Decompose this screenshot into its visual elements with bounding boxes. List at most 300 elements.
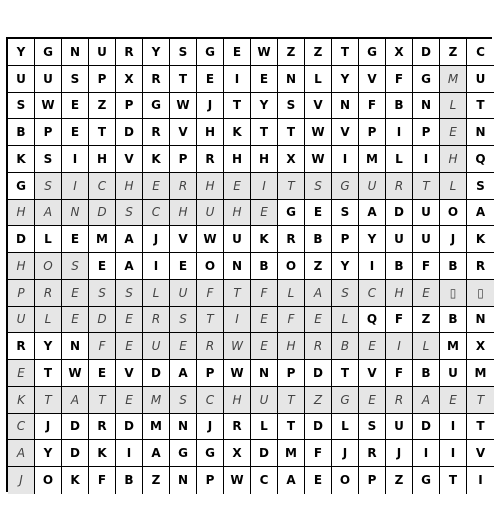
grid-cell[interactable]: N (251, 360, 278, 387)
grid-cell[interactable]: I (413, 146, 440, 173)
grid-cell[interactable]: N (332, 93, 359, 120)
grid-cell[interactable]: K (62, 467, 89, 494)
grid-cell[interactable]: M (440, 333, 467, 360)
grid-cell[interactable]: A (359, 200, 386, 227)
grid-cell[interactable]: A (8, 440, 35, 467)
grid-cell[interactable]: L (440, 93, 467, 120)
grid-cell[interactable]: E (62, 119, 89, 146)
grid-cell[interactable]: Z (305, 387, 332, 414)
grid-cell[interactable]: H (440, 146, 467, 173)
grid-cell[interactable]: E (440, 387, 467, 414)
grid-cell[interactable]: T (467, 414, 494, 441)
grid-cell[interactable]: O (35, 253, 62, 280)
grid-cell[interactable]: B (386, 93, 413, 120)
grid-cell[interactable]: B (305, 226, 332, 253)
grid-cell[interactable]: ▯ (440, 280, 467, 307)
grid-cell[interactable]: J (143, 226, 170, 253)
grid-cell[interactable]: K (251, 226, 278, 253)
grid-cell[interactable]: E (305, 307, 332, 334)
grid-cell[interactable]: J (8, 467, 35, 494)
grid-cell[interactable]: W (197, 226, 224, 253)
grid-cell[interactable]: W (251, 39, 278, 66)
grid-cell[interactable]: R (467, 253, 494, 280)
grid-cell[interactable]: R (386, 387, 413, 414)
grid-cell[interactable]: D (413, 414, 440, 441)
grid-cell[interactable]: P (35, 119, 62, 146)
grid-cell[interactable]: G (143, 93, 170, 120)
grid-cell[interactable]: V (467, 440, 494, 467)
grid-cell[interactable]: R (143, 66, 170, 93)
grid-cell[interactable]: M (143, 414, 170, 441)
grid-cell[interactable]: N (224, 253, 251, 280)
grid-cell[interactable]: C (359, 280, 386, 307)
grid-cell[interactable]: E (116, 387, 143, 414)
grid-cell[interactable]: G (413, 467, 440, 494)
grid-cell[interactable]: D (305, 414, 332, 441)
grid-cell[interactable]: T (278, 414, 305, 441)
grid-cell[interactable]: R (116, 39, 143, 66)
grid-cell[interactable]: O (197, 253, 224, 280)
grid-cell[interactable]: Y (332, 66, 359, 93)
grid-cell[interactable]: H (278, 333, 305, 360)
grid-cell[interactable]: N (170, 467, 197, 494)
grid-cell[interactable]: T (440, 467, 467, 494)
grid-cell[interactable]: V (359, 66, 386, 93)
grid-cell[interactable]: T (251, 119, 278, 146)
grid-cell[interactable]: O (278, 253, 305, 280)
grid-cell[interactable]: C (89, 173, 116, 200)
grid-cell[interactable]: D (8, 226, 35, 253)
grid-cell[interactable]: G (170, 440, 197, 467)
grid-cell[interactable]: G (197, 440, 224, 467)
grid-cell[interactable]: T (224, 93, 251, 120)
grid-cell[interactable]: R (89, 414, 116, 441)
grid-cell[interactable]: W (224, 360, 251, 387)
grid-cell[interactable]: L (305, 66, 332, 93)
grid-cell[interactable]: R (143, 119, 170, 146)
grid-cell[interactable]: H (170, 200, 197, 227)
grid-cell[interactable]: A (278, 467, 305, 494)
grid-cell[interactable]: N (278, 66, 305, 93)
grid-cell[interactable]: L (413, 333, 440, 360)
grid-cell[interactable]: T (224, 280, 251, 307)
grid-cell[interactable]: A (305, 280, 332, 307)
grid-cell[interactable]: F (386, 66, 413, 93)
grid-cell[interactable]: E (197, 66, 224, 93)
grid-cell[interactable]: S (116, 200, 143, 227)
grid-cell[interactable]: O (35, 467, 62, 494)
grid-cell[interactable]: E (89, 360, 116, 387)
grid-cell[interactable]: X (224, 440, 251, 467)
grid-cell[interactable]: G (35, 39, 62, 66)
grid-cell[interactable]: J (35, 414, 62, 441)
grid-cell[interactable]: F (89, 467, 116, 494)
grid-cell[interactable]: D (305, 360, 332, 387)
grid-cell[interactable]: Y (332, 253, 359, 280)
grid-cell[interactable]: E (170, 253, 197, 280)
grid-cell[interactable]: U (224, 226, 251, 253)
grid-cell[interactable]: F (278, 307, 305, 334)
grid-cell[interactable]: R (305, 333, 332, 360)
grid-cell[interactable]: I (116, 440, 143, 467)
grid-cell[interactable]: U (8, 66, 35, 93)
grid-cell[interactable]: N (467, 307, 494, 334)
grid-cell[interactable]: E (62, 226, 89, 253)
grid-cell[interactable]: B (440, 307, 467, 334)
grid-cell[interactable]: H (224, 146, 251, 173)
grid-cell[interactable]: M (467, 360, 494, 387)
grid-cell[interactable]: C (143, 200, 170, 227)
grid-cell[interactable]: H (251, 146, 278, 173)
grid-cell[interactable]: A (35, 200, 62, 227)
grid-cell[interactable]: D (386, 200, 413, 227)
grid-cell[interactable]: R (143, 307, 170, 334)
grid-cell[interactable]: P (332, 226, 359, 253)
grid-cell[interactable]: P (197, 360, 224, 387)
grid-cell[interactable]: L (332, 414, 359, 441)
grid-cell[interactable]: Y (35, 440, 62, 467)
grid-cell[interactable]: T (35, 387, 62, 414)
grid-cell[interactable]: S (62, 66, 89, 93)
grid-cell[interactable]: E (224, 39, 251, 66)
grid-cell[interactable]: E (62, 93, 89, 120)
grid-cell[interactable]: K (224, 119, 251, 146)
grid-cell[interactable]: T (467, 93, 494, 120)
grid-cell[interactable]: C (251, 467, 278, 494)
grid-cell[interactable]: U (386, 226, 413, 253)
grid-cell[interactable]: V (116, 146, 143, 173)
grid-cell[interactable]: T (413, 173, 440, 200)
grid-cell[interactable]: U (386, 414, 413, 441)
grid-cell[interactable]: N (170, 414, 197, 441)
grid-cell[interactable]: P (89, 66, 116, 93)
grid-cell[interactable]: E (359, 387, 386, 414)
grid-cell[interactable]: E (305, 467, 332, 494)
grid-cell[interactable]: X (278, 146, 305, 173)
grid-cell[interactable]: E (116, 307, 143, 334)
grid-cell[interactable]: E (251, 200, 278, 227)
grid-cell[interactable]: E (251, 333, 278, 360)
grid-cell[interactable]: K (143, 146, 170, 173)
grid-cell[interactable]: P (197, 467, 224, 494)
grid-cell[interactable]: J (440, 226, 467, 253)
grid-cell[interactable]: N (467, 119, 494, 146)
grid-cell[interactable]: S (116, 280, 143, 307)
grid-cell[interactable]: O (332, 467, 359, 494)
grid-cell[interactable]: S (170, 387, 197, 414)
grid-cell[interactable]: T (467, 387, 494, 414)
grid-cell[interactable]: R (35, 280, 62, 307)
grid-cell[interactable]: R (197, 333, 224, 360)
grid-cell[interactable]: S (305, 173, 332, 200)
grid-cell[interactable]: R (8, 333, 35, 360)
grid-cell[interactable]: L (35, 307, 62, 334)
grid-cell[interactable]: X (116, 66, 143, 93)
grid-cell[interactable]: M (89, 226, 116, 253)
grid-cell[interactable]: S (359, 414, 386, 441)
grid-cell[interactable]: I (467, 467, 494, 494)
grid-cell[interactable]: M (278, 440, 305, 467)
grid-cell[interactable]: Z (278, 39, 305, 66)
grid-cell[interactable]: D (116, 119, 143, 146)
grid-cell[interactable]: P (170, 146, 197, 173)
grid-cell[interactable]: K (467, 226, 494, 253)
grid-cell[interactable]: S (35, 173, 62, 200)
grid-cell[interactable]: S (89, 280, 116, 307)
grid-cell[interactable]: G (332, 387, 359, 414)
grid-cell[interactable]: I (413, 440, 440, 467)
grid-cell[interactable]: H (197, 173, 224, 200)
grid-cell[interactable]: G (359, 39, 386, 66)
grid-cell[interactable]: O (440, 200, 467, 227)
grid-cell[interactable]: Z (305, 253, 332, 280)
grid-cell[interactable]: T (278, 387, 305, 414)
grid-cell[interactable]: A (170, 360, 197, 387)
grid-cell[interactable]: A (467, 200, 494, 227)
grid-cell[interactable]: R (170, 173, 197, 200)
grid-cell[interactable]: F (251, 280, 278, 307)
grid-cell[interactable]: Q (359, 307, 386, 334)
grid-cell[interactable]: Z (143, 467, 170, 494)
grid-cell[interactable]: W (224, 467, 251, 494)
grid-cell[interactable]: H (89, 146, 116, 173)
grid-cell[interactable]: Y (35, 333, 62, 360)
grid-cell[interactable]: S (170, 39, 197, 66)
grid-cell[interactable]: U (413, 200, 440, 227)
grid-cell[interactable]: T (170, 66, 197, 93)
grid-cell[interactable]: I (251, 173, 278, 200)
grid-cell[interactable]: T (35, 360, 62, 387)
grid-cell[interactable]: E (143, 173, 170, 200)
grid-cell[interactable]: F (305, 440, 332, 467)
grid-cell[interactable]: V (332, 119, 359, 146)
grid-cell[interactable]: E (440, 119, 467, 146)
grid-cell[interactable]: D (413, 39, 440, 66)
grid-cell[interactable]: E (89, 253, 116, 280)
grid-cell[interactable]: B (8, 119, 35, 146)
grid-cell[interactable]: S (62, 253, 89, 280)
grid-cell[interactable]: U (440, 360, 467, 387)
grid-cell[interactable]: G (332, 173, 359, 200)
grid-cell[interactable]: M (440, 66, 467, 93)
grid-cell[interactable]: Z (440, 39, 467, 66)
grid-cell[interactable]: T (332, 360, 359, 387)
grid-cell[interactable]: E (8, 360, 35, 387)
grid-cell[interactable]: L (143, 280, 170, 307)
grid-cell[interactable]: I (386, 119, 413, 146)
grid-cell[interactable]: A (116, 253, 143, 280)
grid-cell[interactable]: Y (359, 226, 386, 253)
grid-cell[interactable]: U (170, 280, 197, 307)
grid-cell[interactable]: H (116, 173, 143, 200)
grid-cell[interactable]: W (170, 93, 197, 120)
grid-cell[interactable]: D (89, 307, 116, 334)
grid-cell[interactable]: S (278, 93, 305, 120)
grid-cell[interactable]: W (35, 93, 62, 120)
grid-cell[interactable]: C (8, 414, 35, 441)
grid-cell[interactable]: M (143, 387, 170, 414)
grid-cell[interactable]: V (305, 93, 332, 120)
grid-cell[interactable]: E (62, 307, 89, 334)
grid-cell[interactable]: L (35, 226, 62, 253)
grid-cell[interactable]: A (143, 440, 170, 467)
grid-cell[interactable]: B (386, 253, 413, 280)
grid-cell[interactable]: H (8, 253, 35, 280)
grid-cell[interactable]: F (89, 333, 116, 360)
grid-cell[interactable]: F (197, 280, 224, 307)
grid-cell[interactable]: S (467, 173, 494, 200)
grid-cell[interactable]: I (224, 307, 251, 334)
grid-cell[interactable]: A (62, 387, 89, 414)
grid-cell[interactable]: B (440, 253, 467, 280)
grid-cell[interactable]: Z (413, 307, 440, 334)
grid-cell[interactable]: I (440, 440, 467, 467)
grid-cell[interactable]: U (143, 333, 170, 360)
grid-cell[interactable]: P (8, 280, 35, 307)
grid-cell[interactable]: I (62, 146, 89, 173)
grid-cell[interactable]: D (89, 200, 116, 227)
grid-cell[interactable]: W (62, 360, 89, 387)
grid-cell[interactable]: S (332, 280, 359, 307)
grid-cell[interactable]: Y (143, 39, 170, 66)
grid-cell[interactable]: V (170, 226, 197, 253)
grid-cell[interactable]: L (278, 280, 305, 307)
grid-cell[interactable]: J (332, 440, 359, 467)
grid-cell[interactable]: U (197, 200, 224, 227)
grid-cell[interactable]: K (89, 440, 116, 467)
grid-cell[interactable]: X (386, 39, 413, 66)
grid-cell[interactable]: I (440, 414, 467, 441)
grid-cell[interactable]: I (332, 146, 359, 173)
grid-cell[interactable]: R (386, 173, 413, 200)
grid-cell[interactable]: X (467, 333, 494, 360)
grid-cell[interactable]: D (143, 360, 170, 387)
grid-cell[interactable]: A (116, 226, 143, 253)
grid-cell[interactable]: V (116, 360, 143, 387)
grid-cell[interactable]: T (278, 173, 305, 200)
grid-cell[interactable]: L (251, 414, 278, 441)
grid-cell[interactable]: T (89, 387, 116, 414)
grid-cell[interactable]: Y (8, 39, 35, 66)
grid-cell[interactable]: S (170, 307, 197, 334)
grid-cell[interactable]: E (62, 280, 89, 307)
grid-cell[interactable]: E (305, 200, 332, 227)
grid-cell[interactable]: U (8, 307, 35, 334)
grid-cell[interactable]: B (116, 467, 143, 494)
grid-cell[interactable]: I (62, 173, 89, 200)
grid-cell[interactable]: S (35, 146, 62, 173)
grid-cell[interactable]: U (251, 387, 278, 414)
grid-cell[interactable]: J (197, 414, 224, 441)
grid-cell[interactable]: T (278, 119, 305, 146)
grid-cell[interactable]: U (413, 226, 440, 253)
grid-cell[interactable]: R (278, 226, 305, 253)
grid-cell[interactable]: Q (467, 146, 494, 173)
grid-cell[interactable]: L (386, 146, 413, 173)
grid-cell[interactable]: C (467, 39, 494, 66)
grid-cell[interactable]: F (413, 253, 440, 280)
grid-cell[interactable]: W (305, 146, 332, 173)
grid-cell[interactable]: Z (305, 39, 332, 66)
grid-cell[interactable]: N (62, 200, 89, 227)
grid-cell[interactable]: E (251, 307, 278, 334)
grid-cell[interactable]: I (143, 253, 170, 280)
grid-cell[interactable]: C (197, 387, 224, 414)
grid-cell[interactable]: V (359, 360, 386, 387)
grid-cell[interactable]: E (170, 333, 197, 360)
grid-cell[interactable]: G (8, 173, 35, 200)
grid-cell[interactable]: B (251, 253, 278, 280)
grid-cell[interactable]: N (62, 39, 89, 66)
grid-cell[interactable]: R (224, 414, 251, 441)
grid-cell[interactable]: R (197, 146, 224, 173)
grid-cell[interactable]: J (386, 440, 413, 467)
grid-cell[interactable]: B (413, 360, 440, 387)
grid-cell[interactable]: I (359, 253, 386, 280)
grid-cell[interactable]: E (359, 333, 386, 360)
grid-cell[interactable]: N (413, 93, 440, 120)
grid-cell[interactable]: T (89, 119, 116, 146)
grid-cell[interactable]: Z (89, 93, 116, 120)
grid-cell[interactable]: I (224, 66, 251, 93)
grid-cell[interactable]: V (170, 119, 197, 146)
grid-cell[interactable]: D (116, 414, 143, 441)
grid-cell[interactable]: D (62, 414, 89, 441)
grid-cell[interactable]: N (62, 333, 89, 360)
grid-cell[interactable]: H (197, 119, 224, 146)
grid-cell[interactable]: Y (251, 93, 278, 120)
grid-cell[interactable]: L (332, 307, 359, 334)
grid-cell[interactable]: T (332, 39, 359, 66)
grid-cell[interactable]: ▯ (467, 280, 494, 307)
grid-cell[interactable]: W (224, 333, 251, 360)
grid-cell[interactable]: M (359, 146, 386, 173)
grid-cell[interactable]: P (413, 119, 440, 146)
grid-cell[interactable]: P (359, 467, 386, 494)
grid-cell[interactable]: G (197, 39, 224, 66)
grid-cell[interactable]: S (332, 200, 359, 227)
grid-cell[interactable]: E (224, 173, 251, 200)
grid-cell[interactable]: F (386, 307, 413, 334)
grid-cell[interactable]: E (116, 333, 143, 360)
grid-cell[interactable]: U (35, 66, 62, 93)
grid-cell[interactable]: E (251, 66, 278, 93)
grid-cell[interactable]: U (359, 173, 386, 200)
grid-cell[interactable]: U (89, 39, 116, 66)
grid-cell[interactable]: L (440, 173, 467, 200)
grid-cell[interactable]: D (251, 440, 278, 467)
grid-cell[interactable]: P (116, 93, 143, 120)
grid-cell[interactable]: P (278, 360, 305, 387)
grid-cell[interactable]: U (467, 66, 494, 93)
grid-cell[interactable]: P (359, 119, 386, 146)
grid-cell[interactable]: W (305, 119, 332, 146)
grid-cell[interactable]: G (413, 66, 440, 93)
grid-cell[interactable]: A (413, 387, 440, 414)
grid-cell[interactable]: J (197, 93, 224, 120)
grid-cell[interactable]: K (8, 387, 35, 414)
grid-cell[interactable]: G (278, 200, 305, 227)
grid-cell[interactable]: R (359, 440, 386, 467)
grid-cell[interactable]: T (197, 307, 224, 334)
grid-cell[interactable]: D (62, 440, 89, 467)
grid-cell[interactable]: K (8, 146, 35, 173)
grid-cell[interactable]: E (413, 280, 440, 307)
grid-cell[interactable]: H (224, 200, 251, 227)
grid-cell[interactable]: S (8, 93, 35, 120)
grid-cell[interactable]: F (359, 93, 386, 120)
grid-cell[interactable]: B (332, 333, 359, 360)
